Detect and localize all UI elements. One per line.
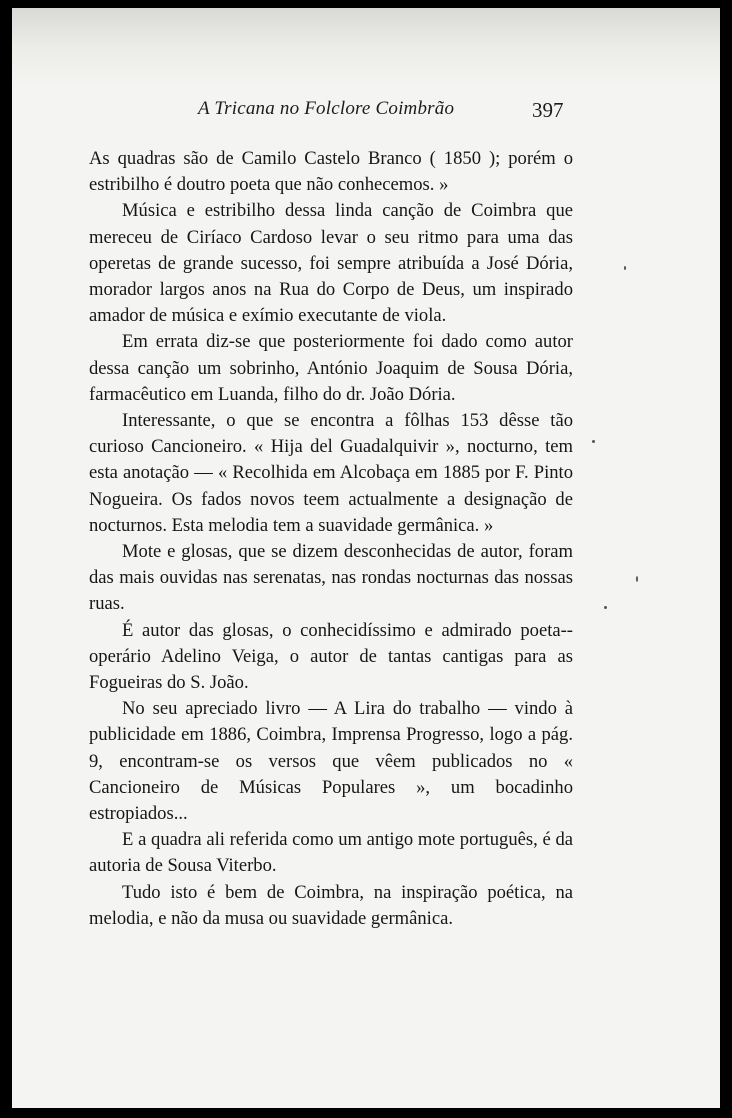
body-text xyxy=(89,146,573,932)
running-title: A Tricana no Folclore Coimbrão xyxy=(198,98,455,119)
paragraph: Mote e glosas, que se dizem desconhecidas de autor, foram das mais ouvidas nas serenatas, nas rondas nocturnas das nossas ruas. xyxy=(89,541,573,615)
paragraph: Música e estribilho dessa linda canção de Coimbra que mereceu de Ciríaco Cardoso levar o seu ritmo para uma das operetas de grande sucesso, foi sempre atribuída a José Dória, morador largos anos na Rua do Corpo de Deus, um inspirado amador de música e exímio executante de viola. xyxy=(89,200,573,327)
paragraph: E a quadra ali referida como um antigo mote português, é da autoria de Sousa Viterbo. xyxy=(89,829,573,877)
paper-speck xyxy=(592,440,595,443)
paragraph: Tudo isto é bem de Coimbra, na inspiração poética, na melodia, e não da musa ou suavidade germânica. xyxy=(89,881,573,929)
book-page xyxy=(12,8,720,1108)
page-number: 397 xyxy=(532,98,564,122)
paragraph: Interessante, o que se encontra a fôlhas 153 dêsse tão curioso Cancioneiro. « Hija del Guadalquivir », nocturno, tem esta anotação — « Recolhida em Alcobaça em 1885 por F. Pinto Nogueira. Os fados novos teem actualmente a designação de nocturnos. Esta melodia tem a suavidade germânica. » xyxy=(89,410,573,536)
paper-speck xyxy=(624,266,626,270)
paragraph: É autor das glosas, o conhecidíssimo e admirado poeta--operário Adelino Veiga, o autor de tantas cantigas para as Fogueiras do S. João. xyxy=(89,619,573,694)
paragraph: Em errata diz-se que posteriormente foi dado como autor dessa canção um sobrinho, António Joaquim de Sousa Dória, farmacêutico em Luanda, filho do dr. João Dória. xyxy=(89,331,573,405)
paper-speck xyxy=(604,606,607,609)
paragraph: No seu apreciado livro — A Lira do trabalho — vindo à publicidade em 1886, Coimbra, Imprensa Progresso, logo a pág. 9, encontram-se os versos que vêem publicados no « Cancioneiro de Músicas Populares », um bocadinho estropiados... xyxy=(89,698,573,825)
paragraph: As quadras são de Camilo Castelo Branco ( 1850 ); porém o estribilho é doutro poeta que não conhecemos. » xyxy=(89,148,573,196)
paper-speck xyxy=(636,576,638,582)
page-header xyxy=(12,98,720,128)
